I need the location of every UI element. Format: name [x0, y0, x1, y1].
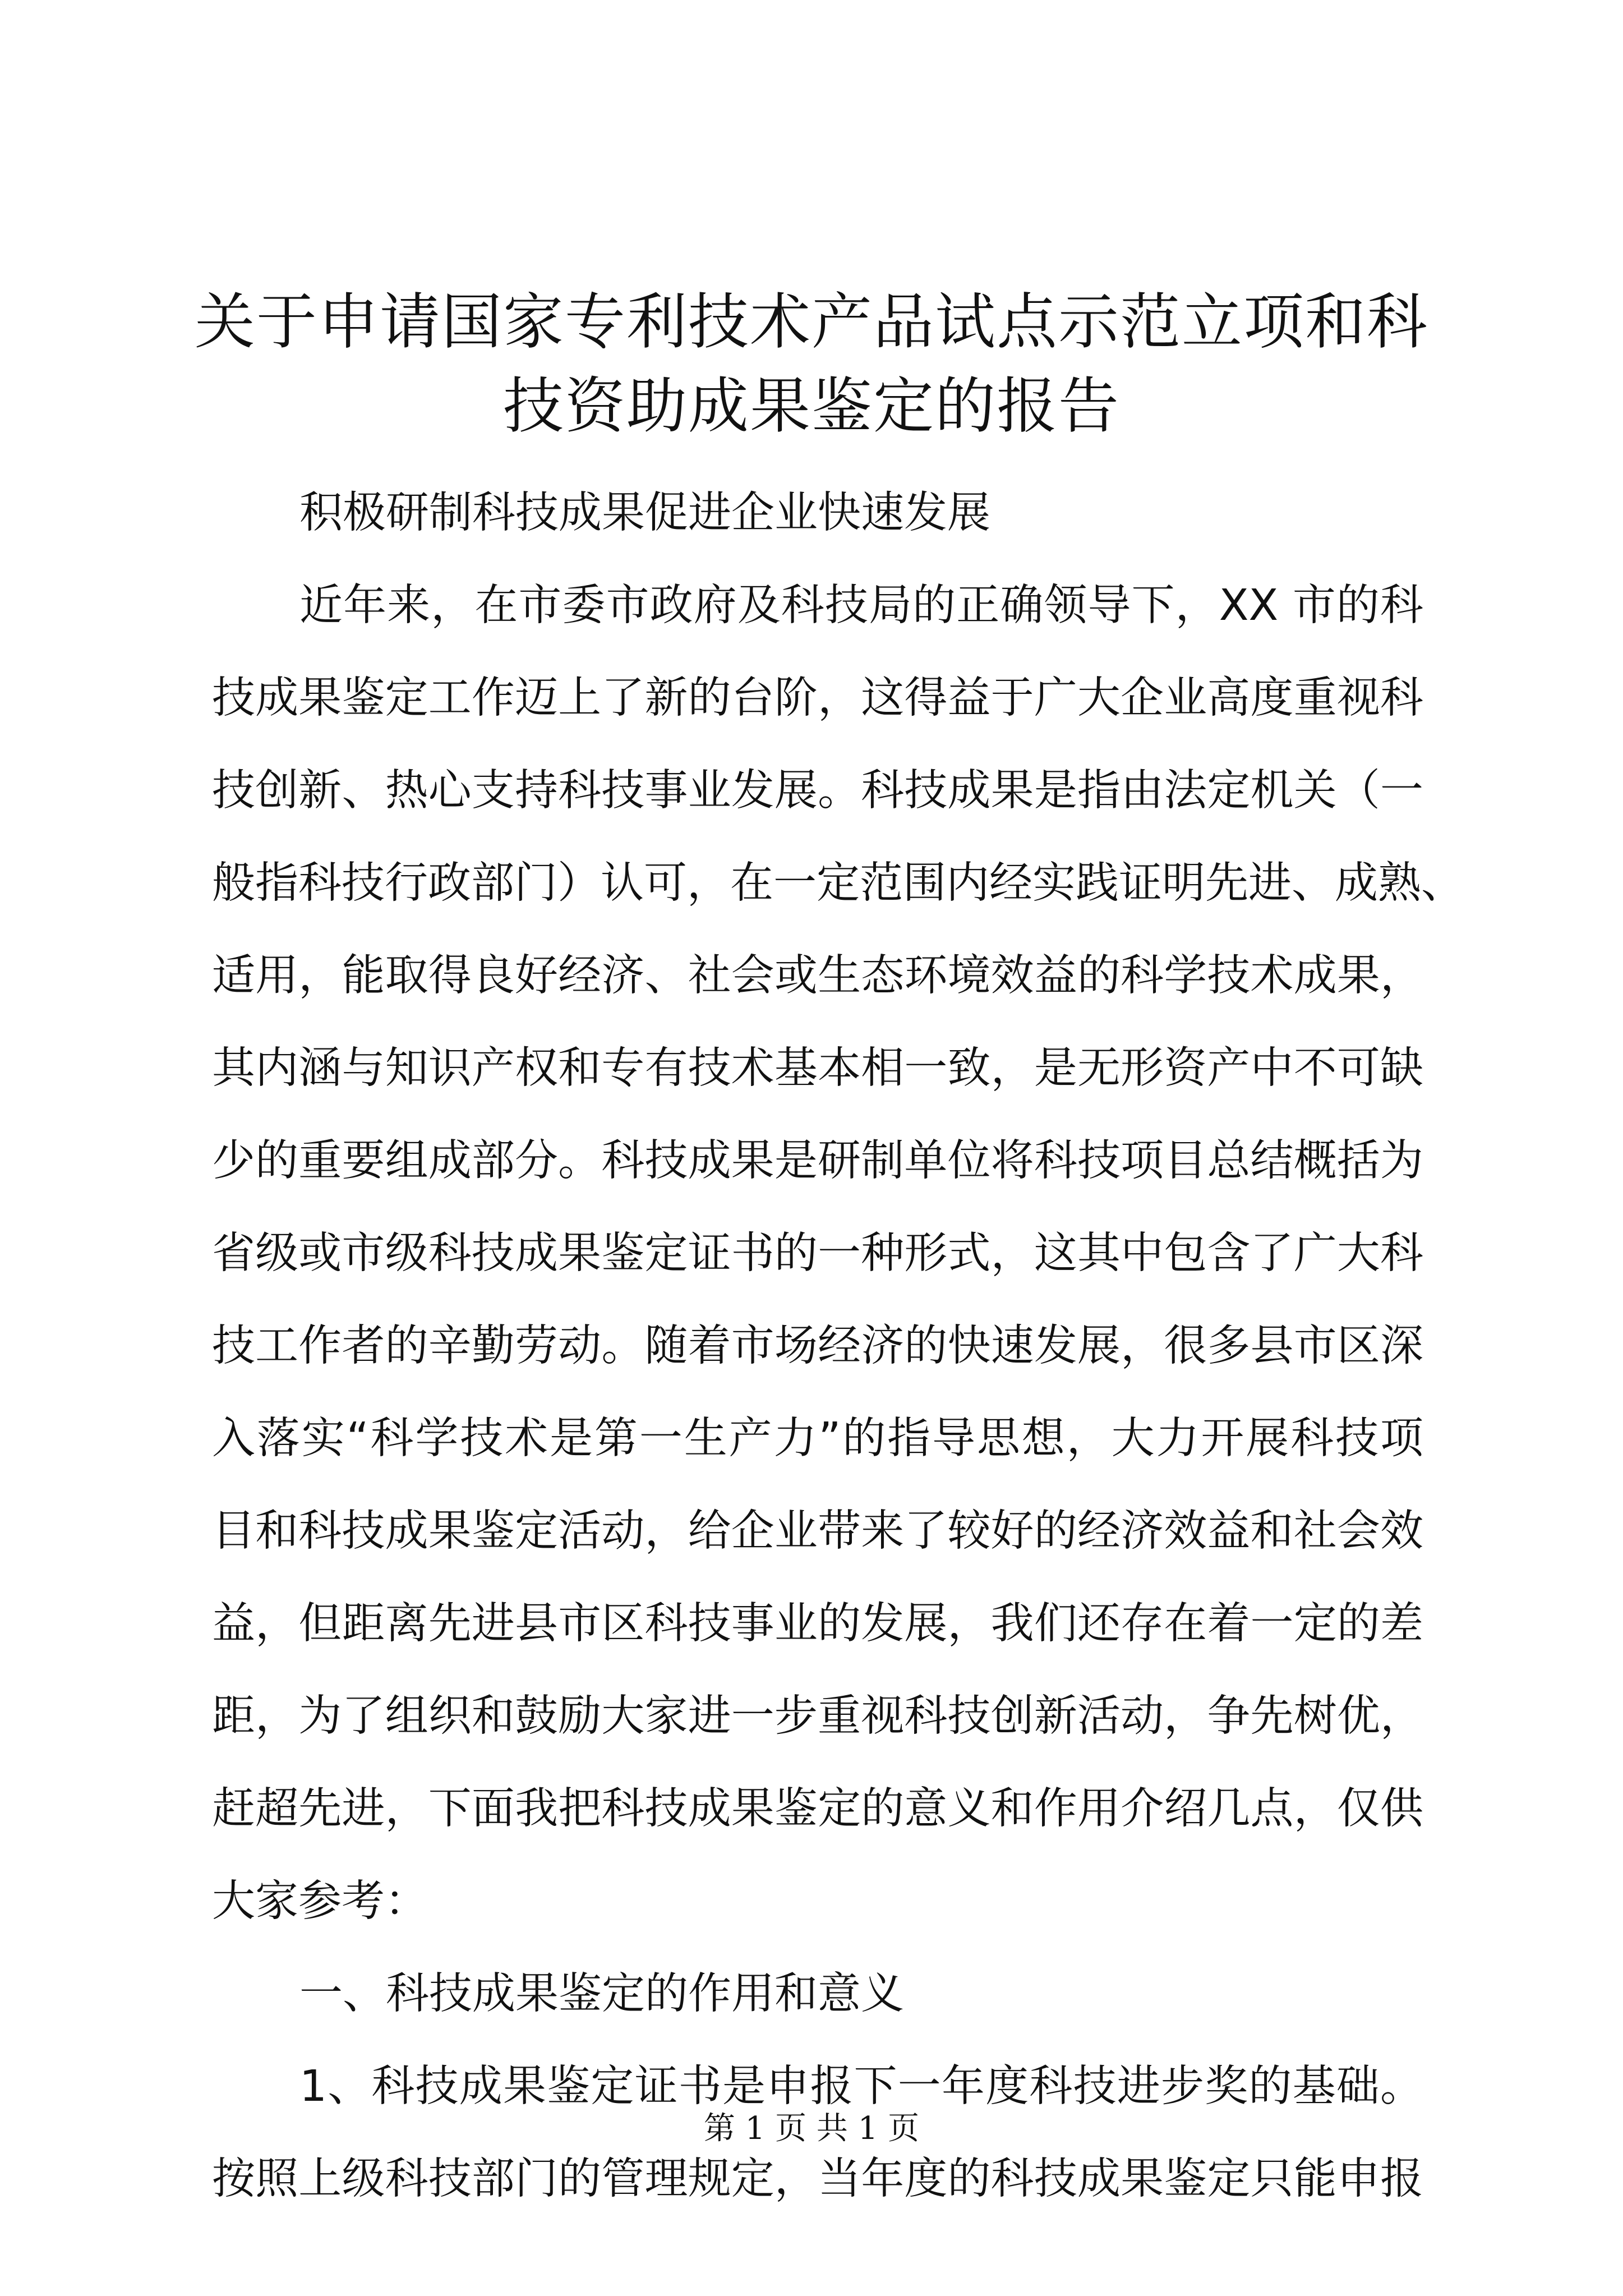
paragraph-line: 技创新、热心支持科技事业发展。科技成果是指由法定机关（一 — [212, 766, 1423, 816]
paragraph-line: 技成果鉴定工作迈上了新的台阶，这得益于广大企业高度重视科 — [212, 673, 1423, 723]
document-body — [212, 467, 1464, 2225]
subtitle: 积极研制科技成果促进企业快速发展 — [299, 488, 990, 538]
paragraph-line: 赶超先进，下面我把科技成果鉴定的意义和作用介绍几点，仅供 — [212, 1784, 1423, 1834]
subtitle-paragraph — [212, 467, 1423, 559]
paragraph-line: 般指科技行政部门）认可，在一定范围内经实践证明先进、成熟、 — [212, 858, 1464, 908]
paragraph-1 — [212, 559, 1464, 1948]
item-line: 1、科技成果鉴定证书是申报下一年度科技进步奖的基础。 — [299, 2062, 1423, 2111]
paragraph-line: 其内涵与知识产权和专有技术基本相一致，是无形资产中不可缺 — [212, 1043, 1423, 1093]
paragraph-line: 适用，能取得良好经济、社会或生态环境效益的科学技术成果， — [212, 951, 1423, 1001]
title-line-2: 技资助成果鉴定的报告 — [502, 371, 1120, 441]
paragraph-line: 技工作者的辛勤劳动。随着市场经济的快速发展，很多县市区深 — [212, 1321, 1423, 1371]
page-footer: 第 1 页 共 1 页 — [703, 2110, 920, 2147]
title-line-1: 关于申请国家专利技术产品试点示范立项和科 — [194, 287, 1428, 357]
document-title — [168, 280, 1455, 449]
paragraph-line: 益，但距离先进县市区科技事业的发展，我们还存在着一定的差 — [212, 1599, 1423, 1649]
section-heading: 一、科技成果鉴定的作用和意义 — [299, 1969, 904, 2019]
paragraph-line: 距，为了组织和鼓励大家进一步重视科技创新活动，争先树优， — [212, 1691, 1423, 1741]
paragraph-line: 目和科技成果鉴定活动，给企业带来了较好的经济效益和社会效 — [212, 1506, 1423, 1556]
paragraph-line: 大家参考： — [212, 1876, 428, 1926]
paragraph-line: 入落实“科学技术是第一生产力”的指导思想，大力开展科技项 — [212, 1414, 1423, 1464]
paragraph-line: 省级或市级科技成果鉴定证书的一种形式，这其中包含了广大科 — [212, 1228, 1423, 1278]
item-line: 按照上级科技部门的管理规定，当年度的科技成果鉴定只能申报 — [212, 2154, 1423, 2204]
paragraph-line: 少的重要组成部分。科技成果是研制单位将科技项目总结概括为 — [212, 1136, 1423, 1186]
paragraph-line: 近年来，在市委市政府及科技局的正确领导下，XX 市的科 — [299, 581, 1423, 631]
section-1-heading-paragraph — [212, 1948, 1423, 2040]
